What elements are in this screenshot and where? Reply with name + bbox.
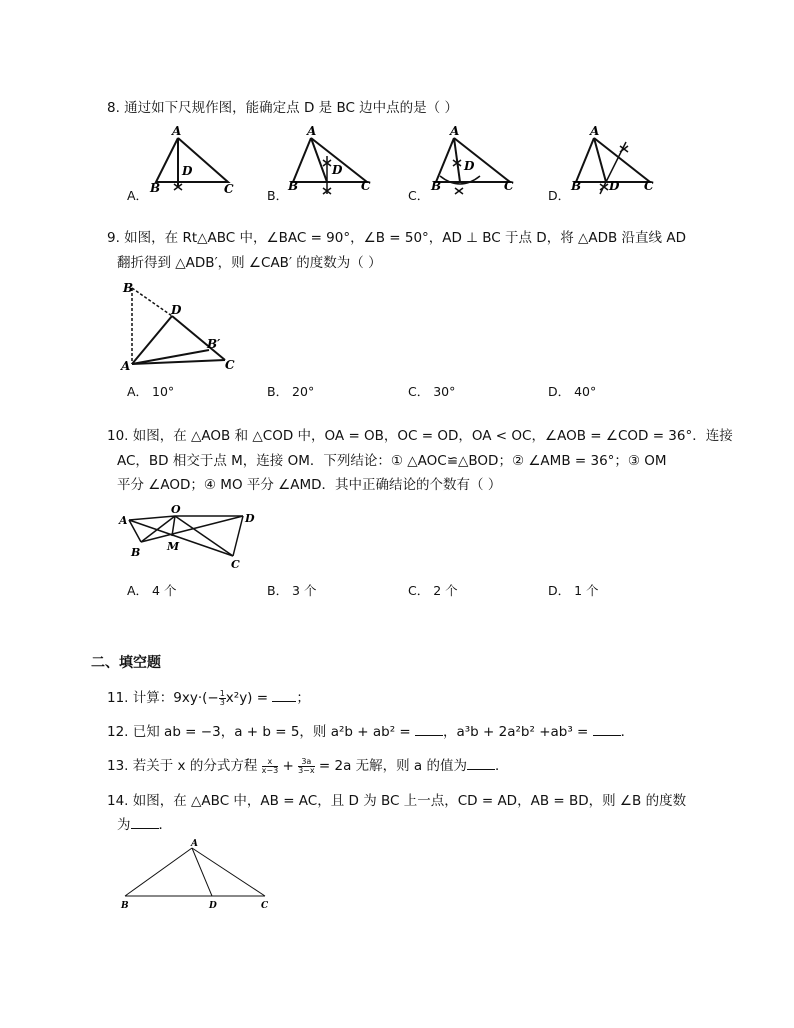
q8b-label-d: D (332, 163, 343, 177)
q8-figure-c (428, 120, 528, 200)
q11-answer-blank[interactable] (272, 688, 296, 702)
q8d-label-a: A (590, 124, 600, 138)
q14-label-c: C (261, 901, 269, 911)
q13-answer-blank[interactable] (467, 756, 495, 770)
q8b-label-c: C (361, 179, 371, 193)
q10-label-m: M (167, 540, 180, 553)
q12-answer-blank-2[interactable] (593, 722, 621, 736)
q12-end: ． (620, 724, 635, 740)
q12-part1: 12. 已知 ab = −3，a + b = 5，则 a²b + ab² = (107, 724, 415, 740)
q12-answer-blank-1[interactable] (415, 722, 443, 736)
q11-stem (107, 688, 310, 707)
q14-answer-blank[interactable] (131, 815, 159, 829)
q8d-label-c: C (644, 179, 654, 193)
q10-label-a: A (119, 514, 128, 527)
q13-f2-den: 3−x (298, 765, 315, 775)
q10-figure (117, 502, 267, 574)
q13-fraction-2 (298, 758, 315, 775)
q10-stem-line3: 平分 ∠AOD；④ MO 平分 ∠AMD．其中正确结论的个数有（ ） (117, 477, 502, 493)
q8c-label-b: B (431, 179, 442, 193)
q10-label-d: D (245, 512, 255, 525)
q9-figure (117, 278, 247, 376)
q11-prefix: 11. 计算：9xy·(− (107, 690, 219, 706)
q12-stem (107, 722, 634, 741)
q8-option-c[interactable]: C． (408, 188, 430, 203)
q9-label-d: D (171, 303, 182, 317)
q10-label-c: C (231, 558, 240, 571)
q11-suffix: x²y) = (225, 690, 273, 706)
q13-plus: + (278, 758, 299, 774)
q14-figure (117, 838, 277, 918)
q11-frac-den: 3 (219, 697, 225, 707)
q8b-label-b: B (288, 179, 299, 193)
q14-label-d: D (209, 901, 217, 911)
q13-fraction-1 (262, 758, 279, 775)
q10-option-c[interactable]: C． 2 个 (408, 583, 458, 598)
section-title: 二、填空题 (91, 655, 161, 671)
q8c-label-c: C (504, 179, 514, 193)
q11-frac-num: 1 (219, 688, 225, 698)
q8a-label-d: D (182, 164, 193, 178)
q13-stem (107, 756, 509, 775)
q10-stem-line1: 10. 如图，在 △AOB 和 △COD 中，OA = OB，OC = OD，OA < OC，∠AOB = ∠COD = 36°．连接 (107, 428, 733, 444)
q13-prefix: 13. 若关于 x 的分式方程 (107, 758, 262, 774)
q8-option-d[interactable]: D． (548, 188, 571, 203)
q14-stem-line1: 14. 如图，在 △ABC 中，AB = AC，且 D 为 BC 上一点，CD = AD，AB = BD，则 ∠B 的度数 (107, 793, 687, 809)
q10-option-d[interactable]: D． 1 个 (548, 583, 599, 598)
q10-option-b[interactable]: B． 3 个 (267, 583, 317, 598)
q9-label-a: A (121, 359, 131, 373)
q9-option-d[interactable]: D． 40° (548, 384, 597, 399)
q13-suffix: = 2a 无解，则 a 的值为 (314, 758, 467, 774)
q8d-label-b: B (571, 179, 582, 193)
q9-option-c[interactable]: C． 30° (408, 384, 456, 399)
q9-label-bprime: B′ (207, 337, 221, 351)
q9-option-b[interactable]: B． 20° (267, 384, 315, 399)
q12-part2: ，a³b + 2a²b² +ab³ = (443, 724, 593, 740)
q10-label-b: B (131, 546, 141, 559)
q14-stem-line2 (117, 815, 172, 834)
q8c-label-d: D (464, 159, 475, 173)
q11-fraction (219, 690, 226, 707)
q8a-label-b: B (150, 181, 161, 195)
q8-figure-d (568, 120, 668, 200)
q14-end: ． (158, 817, 172, 833)
q10-stem-line2: AC，BD 相交于点 M，连接 OM．下列结论：① △AOC≌△BOD；② ∠AMB = 36°；③ OM (117, 453, 667, 469)
q9-stem-line2: 翻折得到 △ADB′，则 ∠CAB′ 的度数为（ ） (117, 255, 382, 271)
q9-option-a[interactable]: A． 10° (127, 384, 175, 399)
q8a-label-c: C (224, 182, 234, 196)
q9-stem-line1: 9. 如图，在 Rt△ABC 中，∠BAC = 90°，∠B = 50°，AD ⊥ BC 于点 D，将 △ADB 沿直线 AD (107, 230, 686, 246)
q8a-label-a: A (172, 124, 182, 138)
q8b-label-a: A (307, 124, 317, 138)
q9-label-b: B (123, 281, 134, 295)
q11-end: ； (296, 690, 310, 706)
q8-option-b[interactable]: B． (267, 188, 289, 203)
q8-figure-a (140, 120, 240, 200)
q14-label-a: A (191, 839, 198, 849)
q8-option-a[interactable]: A． (127, 188, 149, 203)
q13-f1-den: x−3 (261, 765, 279, 775)
q8c-label-a: A (450, 124, 460, 138)
q10-label-o: O (171, 503, 181, 516)
q13-end: ． (495, 758, 509, 774)
q14-line2-text: 为 (117, 817, 131, 833)
q14-label-b: B (121, 901, 129, 911)
q10-option-a[interactable]: A． 4 个 (127, 583, 177, 598)
q13-f1-num: x (262, 758, 279, 767)
q8-stem: 8. 通过如下尺规作图，能确定点 D 是 BC 边中点的是（ ） (107, 100, 458, 116)
q8-figure-b (285, 120, 385, 200)
q8d-label-d: D (609, 179, 620, 193)
q9-label-c: C (225, 358, 235, 372)
q13-f2-num: 3a (298, 758, 315, 767)
